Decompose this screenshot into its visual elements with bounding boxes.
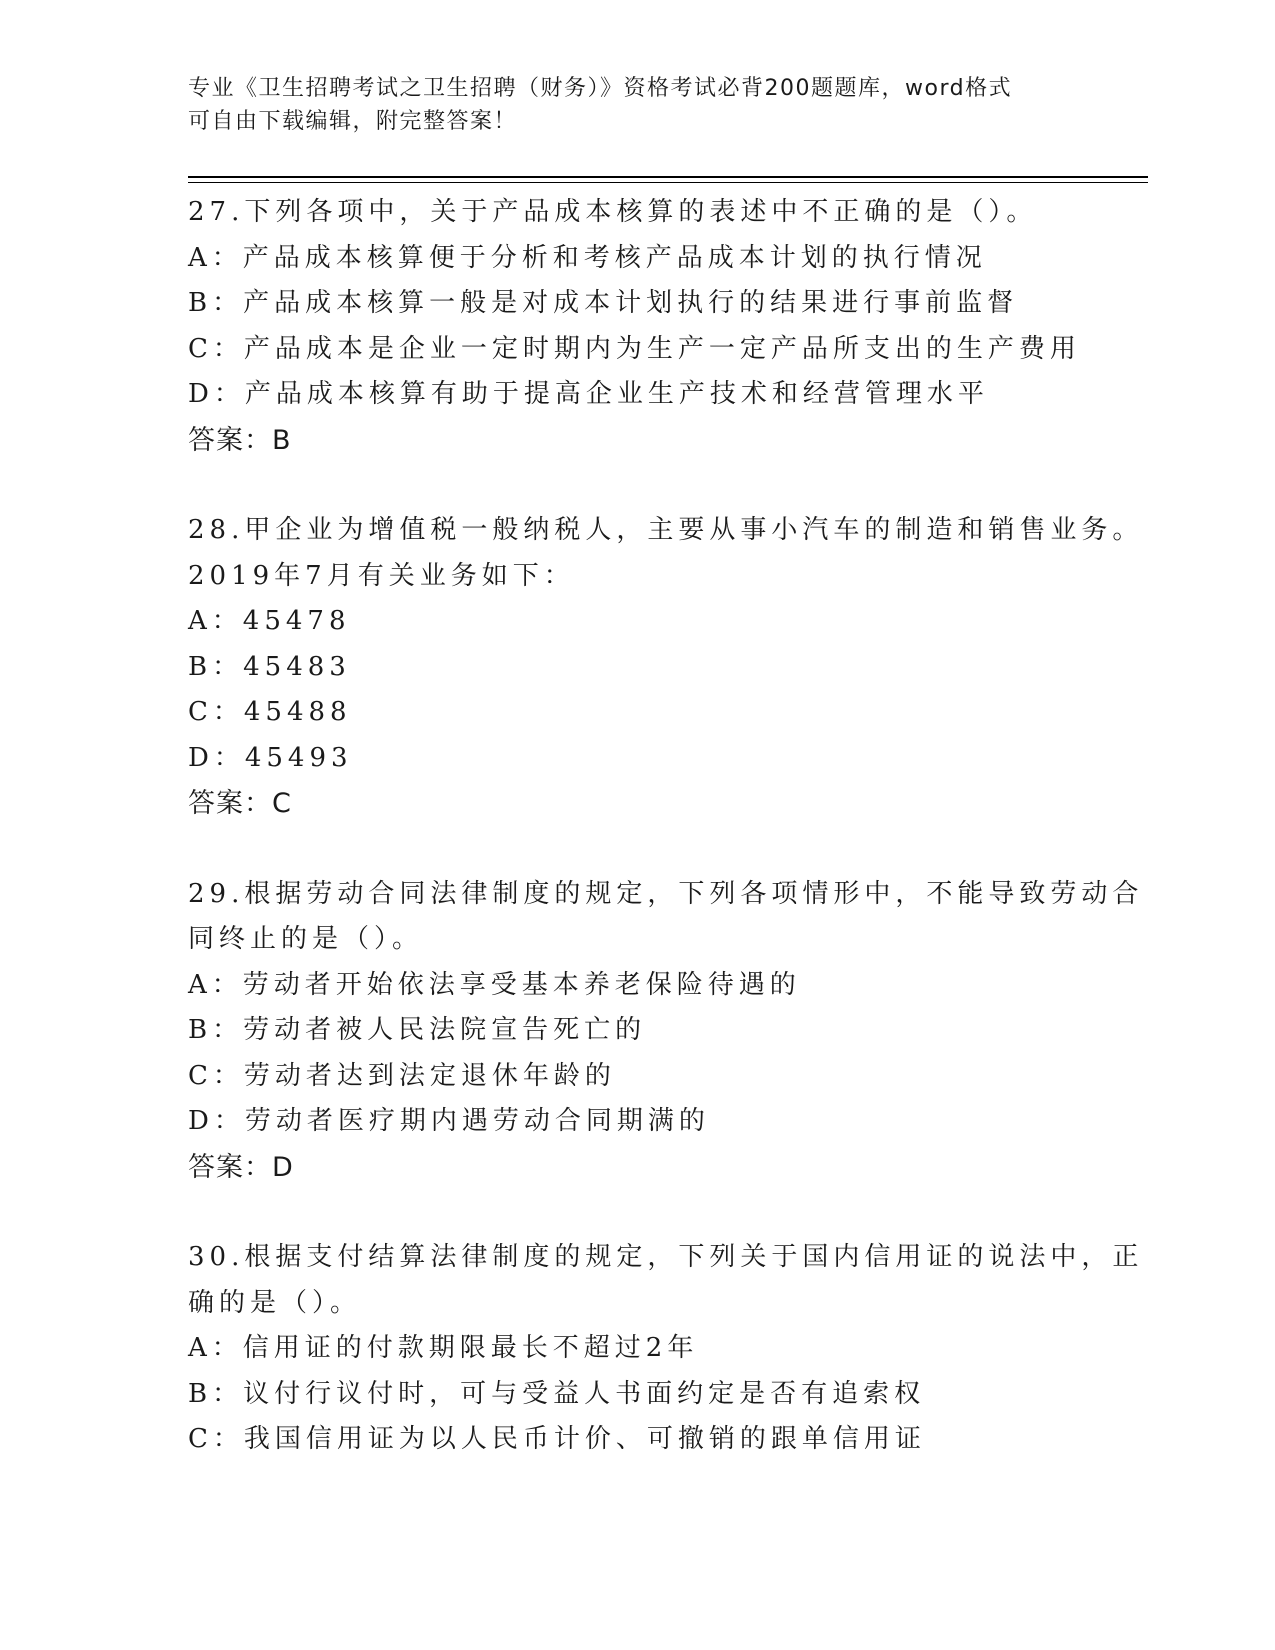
question-28 xyxy=(188,508,1144,827)
header-line-1: 专业《卫生招聘考试之卫生招聘（财务）》资格考试必背200题题库，word格式 xyxy=(188,76,1013,101)
question-stem-line-2: 同终止的是（）。 xyxy=(188,924,424,954)
option-c: C：45488 xyxy=(188,697,352,727)
question-list xyxy=(188,190,1144,1508)
answer: 答案：D xyxy=(188,1151,294,1183)
option-c: C：产品成本是企业一定时期内为生产一定产品所支出的生产费用 xyxy=(188,333,1081,364)
question-stem-line-1: 30.根据支付结算法律制度的规定，下列关于国内信用证的说法中，正 xyxy=(188,1242,1144,1272)
header-rule-thick xyxy=(188,176,1148,178)
option-a: A：45478 xyxy=(188,606,351,636)
option-d: D：45493 xyxy=(188,742,353,773)
option-c: C：我国信用证为以人民币计价、可撤销的跟单信用证 xyxy=(188,1424,926,1454)
document-header xyxy=(188,72,1088,138)
answer: 答案：B xyxy=(188,424,292,456)
question-29 xyxy=(188,872,1144,1191)
question-stem-line-2: 确的是（）。 xyxy=(188,1287,362,1318)
question-30 xyxy=(188,1235,1144,1463)
option-b: B：45483 xyxy=(188,651,351,682)
question-stem: 27.下列各项中，关于产品成本核算的表述中不正确的是（）。 xyxy=(188,197,1038,227)
option-d: D：产品成本核算有助于提高企业生产技术和经营管理水平 xyxy=(188,379,989,409)
header-line-2: 可自由下载编辑，附完整答案！ xyxy=(188,109,518,134)
option-b: B：劳动者被人民法院宣告死亡的 xyxy=(188,1015,647,1045)
option-c: C：劳动者达到法定退休年龄的 xyxy=(188,1060,616,1091)
question-stem-line-1: 29.根据劳动合同法律制度的规定，下列各项情形中，不能导致劳动合 xyxy=(188,878,1144,909)
option-b: B：产品成本核算一般是对成本计划执行的结果进行事前监督 xyxy=(188,288,1019,318)
option-d: D：劳动者医疗期内遇劳动合同期满的 xyxy=(188,1106,710,1136)
question-stem-line-1: 28.甲企业为增值税一般纳税人，主要从事小汽车的制造和销售业务。 xyxy=(188,515,1144,545)
question-stem-line-2: 2019年7月有关业务如下： xyxy=(188,560,575,591)
option-b: B：议付行议付时，可与受益人书面约定是否有追索权 xyxy=(188,1378,926,1409)
answer: 答案：C xyxy=(188,788,292,819)
question-27 xyxy=(188,190,1088,463)
option-a: A：信用证的付款期限最长不超过2年 xyxy=(188,1333,699,1363)
header-rule-thin xyxy=(188,182,1148,183)
option-a: A：产品成本核算便于分析和考核产品成本计划的执行情况 xyxy=(188,242,987,273)
option-a: A：劳动者开始依法享受基本养老保险待遇的 xyxy=(188,969,801,1000)
